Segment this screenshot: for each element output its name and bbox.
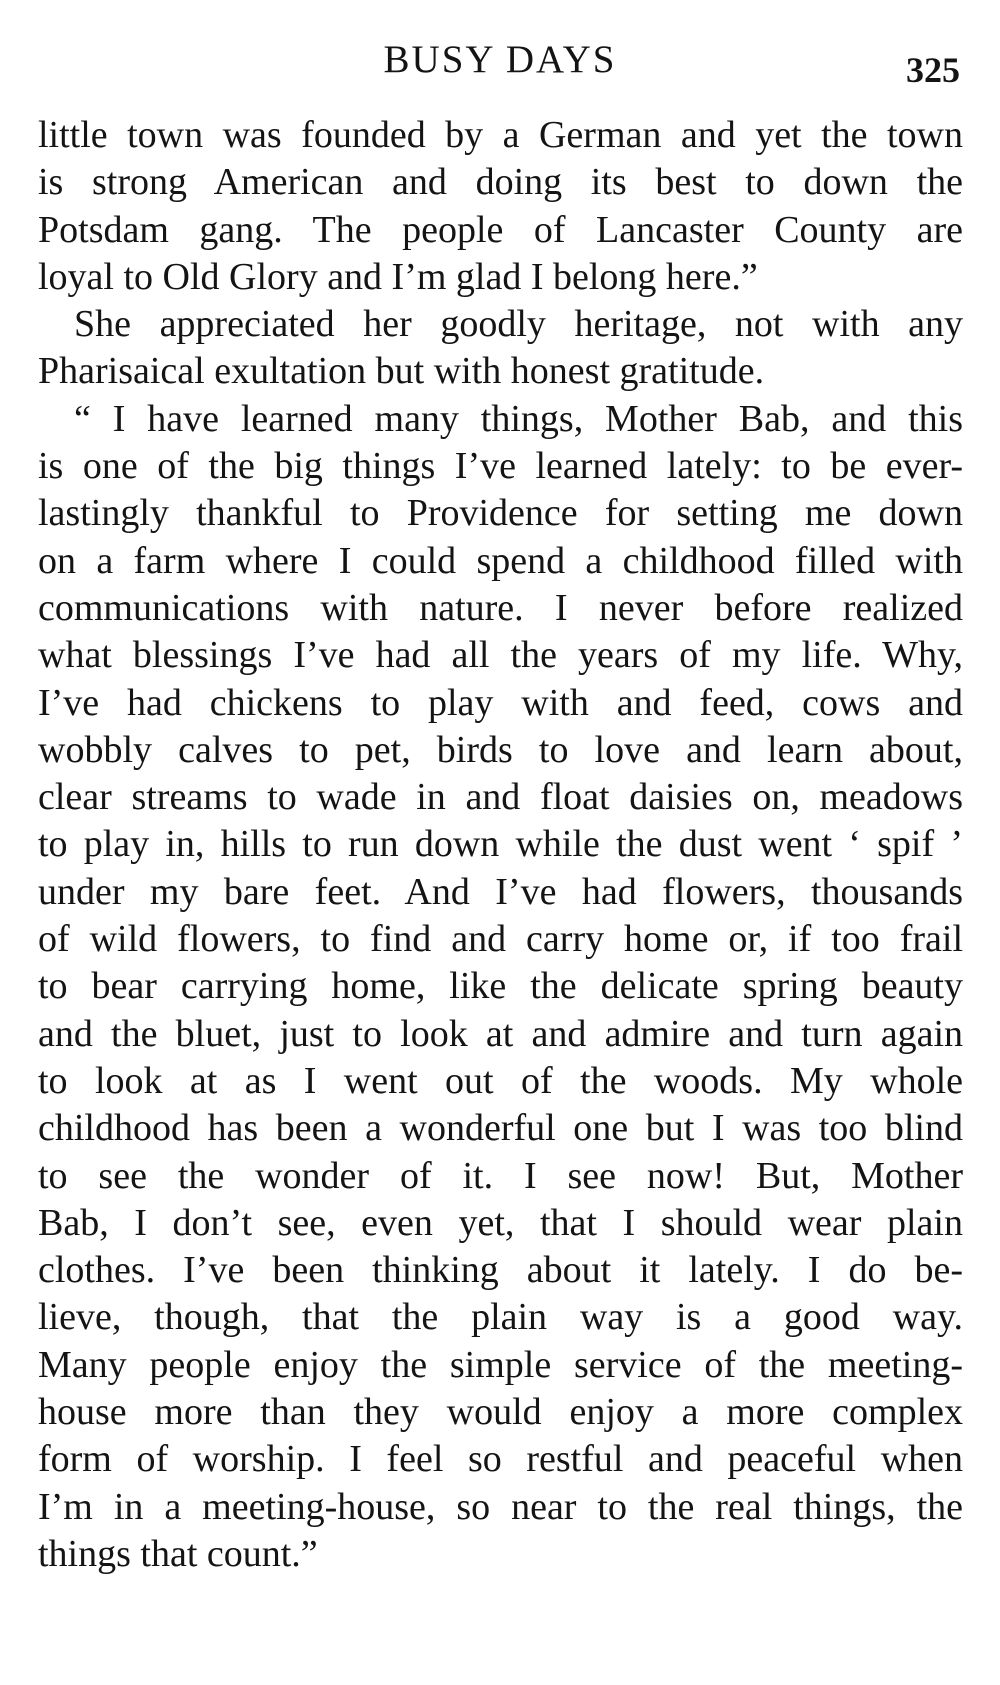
text-line: wobbly calves to pet, birds to love and learn about, [38,728,963,771]
text-line: things that count.” [38,1532,318,1575]
text-line: I’m in a meeting-house, so near to the real things, the [38,1485,963,1528]
body-text [38,112,963,1578]
running-title: BUSY DAYS [383,38,617,81]
text-line: to see the wonder of it. I see now! But, Mother [38,1154,963,1197]
text-line: and the bluet, just to look at and admire and turn again [38,1012,963,1055]
text-line: communications with nature. I never before realized [38,586,963,629]
text-line: on a farm where I could spend a childhood filled with [38,539,963,582]
text-line: little town was founded by a German and yet the town [38,114,963,156]
text-line: clear streams to wade in and float daisies on, meadows [38,776,963,819]
text-line: Bab, I don’t see, even yet, that I should wear plain [38,1201,963,1244]
text-line: under my bare feet. And I’ve had flowers, thousands [38,870,963,913]
text-line: Potsdam gang. The people of Lancaster County are [38,208,963,251]
text-line: to bear carrying home, like the delicate spring beauty [38,965,963,1008]
text-line: of wild flowers, to find and carry home or, if too frail [38,918,963,961]
text-line: lastingly thankful to Providence for setting me down [38,492,963,535]
text-line: what blessings I’ve had all the years of my life. Why, [38,634,963,677]
text-line: lieve, though, that the plain way is a good way. [38,1296,963,1339]
text-line: Many people enjoy the simple service of the meeting- [38,1343,963,1386]
text-line: to look at as I went out of the woods. My whole [38,1059,963,1102]
text-line: She appreciated her goodly heritage, not with any [74,303,963,346]
text-line: Pharisaical exultation but with honest gratitude. [38,350,765,393]
text-line: to play in, hills to run down while the dust went ‘ spif ’ [38,823,963,866]
text-line: I’ve had chickens to play with and feed, cows and [38,681,963,724]
text-line: is strong American and doing its best to down the [38,161,963,204]
text-line: loyal to Old Glory and I’m glad I belong here.” [38,255,758,298]
text-line: clothes. I’ve been thinking about it lately. I do be- [38,1249,963,1292]
page-number: 325 [906,50,960,90]
text-line: form of worship. I feel so restful and peaceful when [38,1438,963,1481]
text-line: is one of the big things I’ve learned lately: to be ever- [38,445,963,488]
text-line: “ I have learned many things, Mother Bab, and this [74,397,963,440]
text-line: house more than they would enjoy a more complex [38,1391,963,1434]
text-line: childhood has been a wonderful one but I was too blind [38,1107,963,1150]
